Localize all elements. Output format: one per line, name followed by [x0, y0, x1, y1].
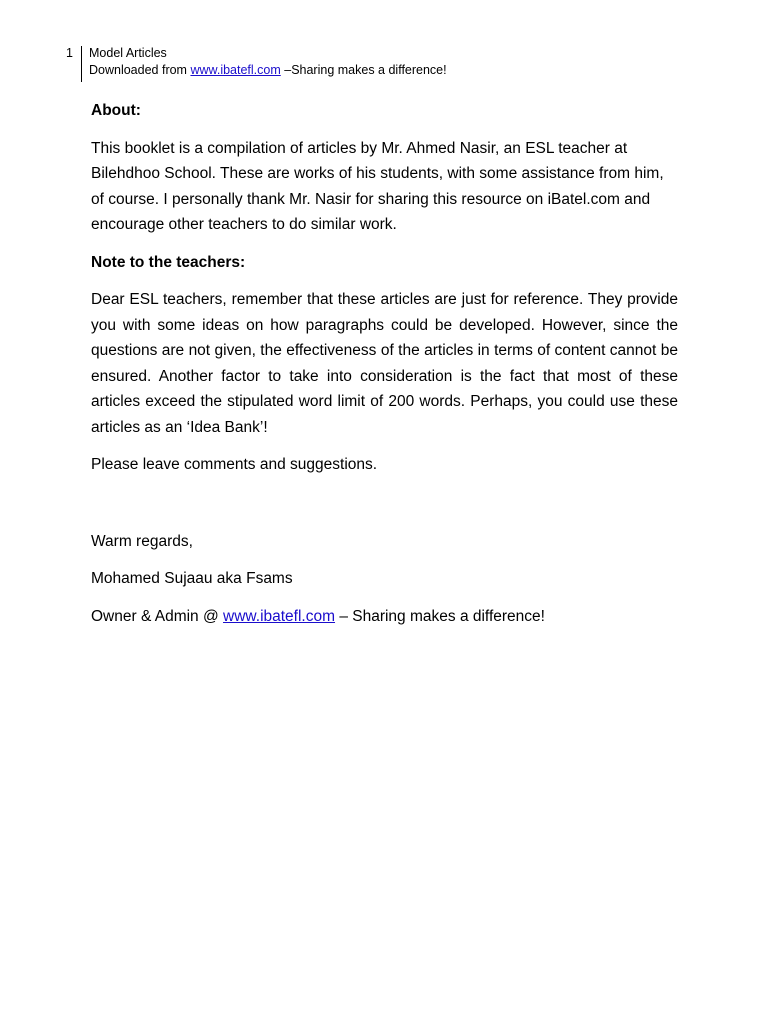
- header-divider: [81, 46, 82, 82]
- signature-line: Mohamed Sujaau aka Fsams: [91, 570, 293, 587]
- header-tagline: –Sharing makes a difference!: [280, 63, 447, 77]
- blank-line: [91, 490, 678, 529]
- page-header: [66, 45, 447, 82]
- owner-site-link[interactable]: www.ibatefl.com: [223, 607, 336, 625]
- about-paragraph: This booklet is a compilation of articles by Mr. Ahmed Nasir, an ESL teacher at Bilehdhoo School. These are works of his students, with some assistance from him, of course. I personally thank Mr. Nasir for sharing this resource on iBatel.com and encourage other teachers to do similar work.: [91, 139, 664, 233]
- comments-request: Please leave comments and suggestions.: [91, 456, 378, 473]
- owner-tagline: – Sharing makes a difference!: [335, 607, 545, 625]
- owner-prefix: Owner & Admin @: [91, 607, 224, 625]
- owner-line: [91, 604, 678, 630]
- header-text: [89, 45, 447, 79]
- header-title: Model Articles: [89, 46, 167, 60]
- header-downloaded-prefix: Downloaded from: [89, 63, 191, 77]
- header-site-link[interactable]: www.ibatefl.com: [190, 63, 281, 77]
- page-number: 1: [66, 46, 73, 60]
- note-paragraph: Dear ESL teachers, remember that these articles are just for reference. They provide you with some ideas on how paragraphs could be developed. However, since the questions are not given, the effectiveness of the articles in terms of content cannot be ensured. Another factor to take into consideration is the fact that most of these articles exceed the stipulated word limit of 200 words. Perhaps, you could use these articles as an ‘Idea Bank’!: [91, 291, 678, 436]
- document-body: [91, 98, 678, 641]
- note-heading: Note to the teachers:: [91, 253, 246, 271]
- regards-line: Warm regards,: [91, 532, 193, 550]
- header-source-line: [89, 62, 447, 79]
- about-heading: About:: [91, 102, 141, 119]
